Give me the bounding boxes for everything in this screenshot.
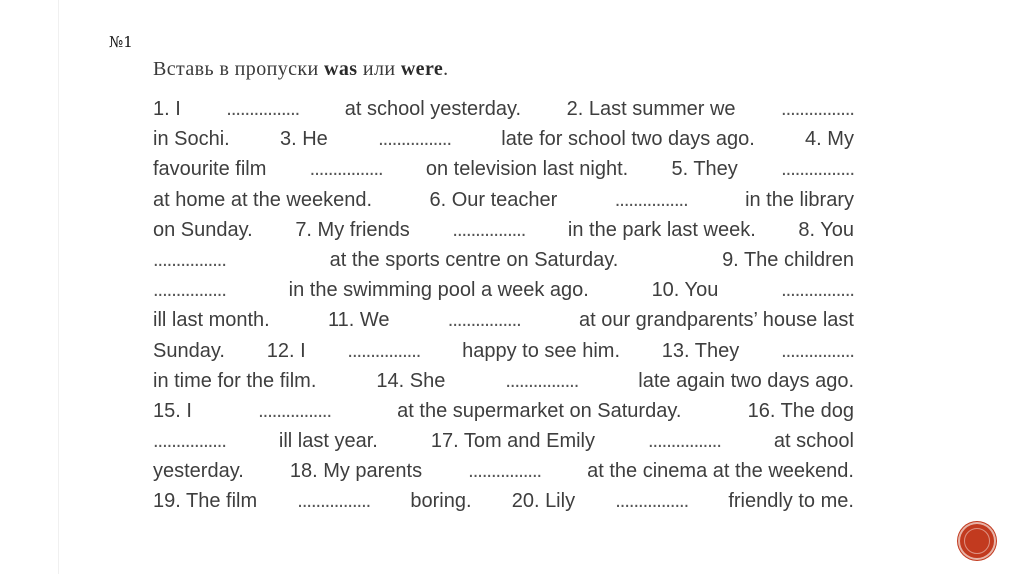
- answer-blank: ................: [781, 98, 854, 120]
- exercise-text-segment: yesterday.: [153, 460, 244, 483]
- exercise-line: [153, 215, 854, 245]
- answer-blank: ................: [226, 98, 300, 120]
- answer-blank: ................: [447, 309, 521, 332]
- exercise-text-segment: in Sochi.: [153, 128, 230, 151]
- exercise-text-segment: at the supermarket on Saturday.: [397, 399, 682, 422]
- next-slide-button[interactable]: [960, 524, 994, 558]
- exercise-text-segment: 15. I: [153, 399, 192, 422]
- heading-middle: или: [357, 58, 401, 80]
- exercise-text-segment: at the cinema at the weekend.: [587, 460, 854, 483]
- exercise-text-segment: friendly to me.: [728, 490, 854, 513]
- exercise-line: [153, 486, 854, 516]
- exercise-text-segment: 5. They: [671, 158, 738, 181]
- exercise-text-segment: 13. They: [661, 339, 740, 362]
- answer-blank: ................: [781, 279, 854, 302]
- exercise-text-segment: on television last night.: [425, 158, 629, 181]
- answer-blank: ................: [781, 158, 854, 181]
- slide-border-line: [58, 0, 59, 574]
- exercise-text-segment: 9. The children: [722, 248, 854, 271]
- exercise-line: [153, 275, 854, 305]
- heading-word-were: were: [400, 58, 444, 80]
- exercise-text-segment: ill last month.: [153, 309, 270, 332]
- exercise-text-segment: 11. We: [328, 309, 390, 332]
- exercise-text-segment: in time for the film.: [153, 369, 317, 392]
- exercise-text-segment: 2. Last summer we: [566, 98, 736, 120]
- exercise-text-segment: 8. You: [798, 218, 854, 241]
- exercise-text-segment: 19. The film: [153, 490, 258, 513]
- exercise-text-segment: at school: [773, 430, 854, 453]
- answer-blank: ................: [648, 430, 721, 453]
- exercise-line: [153, 396, 854, 426]
- answer-blank: ................: [781, 339, 854, 362]
- exercise-line: [153, 185, 854, 215]
- exercise-text: [153, 94, 854, 517]
- answer-blank: ................: [347, 339, 421, 362]
- slide-number: №1: [109, 33, 133, 51]
- answer-blank: ................: [258, 399, 331, 422]
- answer-blank: ................: [378, 128, 451, 151]
- answer-blank: ................: [309, 158, 383, 181]
- exercise-text-segment: 4. My: [805, 128, 854, 151]
- heading-word-was: was: [324, 58, 358, 80]
- exercise-text-segment: 6. Our teacher: [429, 188, 558, 211]
- exercise-text-segment: at home at the weekend.: [153, 188, 373, 211]
- exercise-text-segment: at school yesterday.: [344, 98, 522, 120]
- exercise-text-segment: 10. You: [651, 279, 719, 302]
- exercise-text-segment: 12. I: [266, 339, 306, 362]
- exercise-text-segment: 17. Tom and Emily: [430, 430, 595, 453]
- heading-prefix: Вставь в пропуски: [153, 58, 324, 80]
- answer-blank: ................: [297, 490, 371, 513]
- answer-blank: ................: [505, 369, 579, 392]
- exercise-text-segment: 3. He: [280, 128, 328, 151]
- exercise-text-segment: 14. She: [376, 369, 446, 392]
- exercise-text-segment: in the park last week.: [567, 218, 756, 241]
- exercise-text-segment: at our grandparents’ house last: [578, 309, 854, 332]
- answer-blank: ................: [153, 248, 226, 271]
- exercise-line: [153, 245, 854, 275]
- exercise-line: [153, 426, 854, 456]
- exercise-line: [153, 456, 854, 486]
- exercise-text-segment: on Sunday.: [153, 218, 253, 241]
- exercise-text-segment: boring.: [410, 490, 472, 513]
- exercise-text-segment: happy to see him.: [462, 339, 620, 362]
- exercise-line: [153, 124, 854, 154]
- exercise-line: [153, 366, 854, 396]
- exercise-text-segment: at the sports centre on Saturday.: [329, 248, 619, 271]
- answer-blank: ................: [468, 460, 542, 483]
- exercise-text-segment: in the swimming pool a week ago.: [288, 279, 589, 302]
- exercise-text-segment: 18. My parents: [289, 460, 423, 483]
- answer-blank: ................: [153, 279, 226, 302]
- exercise-text-segment: 7. My friends: [295, 218, 410, 241]
- exercise-text-segment: ill last year.: [278, 430, 378, 453]
- exercise-text-segment: 16. The dog: [747, 399, 854, 422]
- exercise-line: [153, 154, 854, 184]
- heading-suffix: .: [443, 58, 449, 80]
- exercise-line: [153, 305, 854, 335]
- exercise-text-segment: 20. Lily: [511, 490, 576, 513]
- exercise-text-segment: in the library: [745, 188, 854, 211]
- exercise-text-segment: late for school two days ago.: [501, 128, 755, 151]
- answer-blank: ................: [614, 188, 688, 211]
- exercise-line: [153, 336, 854, 366]
- exercise-heading: [153, 58, 449, 81]
- exercise-text-segment: Sunday.: [153, 339, 225, 362]
- answer-blank: ................: [452, 218, 526, 241]
- answer-blank: ................: [153, 430, 226, 453]
- exercise-text-segment: late again two days ago.: [638, 369, 854, 392]
- answer-blank: ................: [615, 490, 689, 513]
- exercise-line: [153, 94, 854, 124]
- exercise-text-segment: 1. I: [153, 98, 181, 120]
- exercise-text-segment: favourite film: [153, 158, 267, 181]
